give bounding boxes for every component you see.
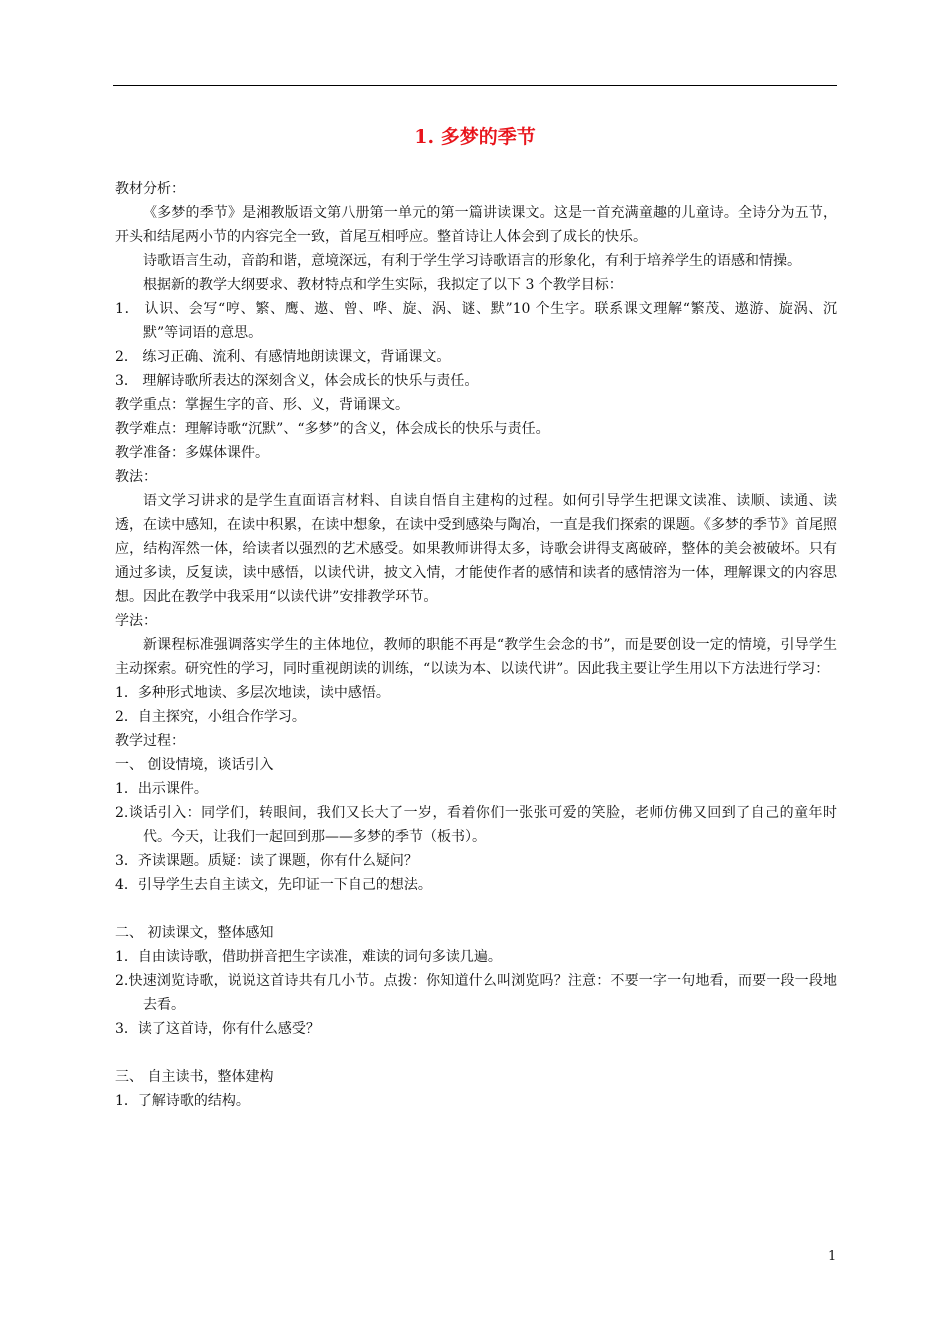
study-heading: 学法：	[115, 613, 157, 629]
goal-item-1: 1． 认识、会写“哼、繁、鹰、遨、曾、哗、旋、涡、谜、默”10 个生字。联系课文理解“繁茂、遨游、旋涡、沉默”等词语的意思。	[115, 301, 837, 341]
header-rule	[113, 85, 837, 86]
method-paragraph: 语文学习讲求的是学生直面语言材料、自读自悟自主建构的过程。如何引导学生把课文读准、读顺、读通、读透，在读中感知，在读中积累，在读中想象，在读中受到感染与陶冶，一直是我们探索的课题。《多梦的季节》首尾照应，结构浑然一体，给读者以强烈的艺术感受。如果教师讲得太多，诗歌会讲得支离破碎，整体的美会被破坏。只有通过多读，反复读，读中感悟，以读代讲，披文入情，才能使作者的感情和读者的感情溶为一体，理解课文的内容思想。因此在教学中我采用“以读代讲”安排教学环节。	[115, 493, 837, 605]
process-heading: 教学过程：	[115, 733, 185, 749]
section-1-item-4: 4．引导学生去自主读文，先印证一下自己的想法。	[115, 877, 432, 893]
method-heading: 教法：	[115, 469, 157, 485]
document-body	[115, 177, 837, 1113]
analysis-paragraph-1: 《多梦的季节》是湘教版语文第八册第一单元的第一篇讲读课文。这是一首充满童趣的儿童诗。全诗分为五节，开头和结尾两小节的内容完全一致，首尾互相呼应。整首诗让人体会到了成长的快乐。	[115, 205, 837, 245]
page-number: 1	[828, 1249, 837, 1264]
goal-item-3: 3． 理解诗歌所表达的深刻含义，体会成长的快乐与责任。	[115, 373, 479, 389]
preparation: 教学准备：多媒体课件。	[115, 445, 269, 461]
study-item-1: 1．多种形式地读、多层次地读，读中感悟。	[115, 685, 390, 701]
goal-item-2: 2． 练习正确、流利、有感情地朗读课文，背诵课文。	[115, 349, 451, 365]
section-2-heading: 二、 初读课文，整体感知	[115, 925, 274, 941]
section-2-item-2: 2.快速浏览诗歌，说说这首诗共有几小节。点拨：你知道什么叫浏览吗？注意：不要一字一句地看，而要一段一段地去看。	[115, 973, 837, 1013]
section-1-item-3: 3．齐读课题。质疑：读了课题，你有什么疑问？	[115, 853, 418, 869]
analysis-heading: 教材分析：	[115, 181, 185, 197]
study-paragraph: 新课程标准强调落实学生的主体地位，教师的职能不再是“教学生会念的书”，而是要创设一定的情境，引导学生主动探索。研究性的学习，同时重视朗读的训练，“以读为本、以读代讲”。因此我主要让学生用以下方法进行学习：	[115, 637, 837, 677]
section-2-item-3: 3．读了这首诗，你有什么感受？	[115, 1021, 320, 1037]
section-1-heading: 一、 创设情境，谈话引入	[115, 757, 274, 773]
section-3-heading: 三、 自主读书，整体建构	[115, 1069, 274, 1085]
section-1-item-1: 1．出示课件。	[115, 781, 208, 797]
spacer	[115, 1041, 837, 1065]
analysis-paragraph-3: 根据新的教学大纲要求、教材特点和学生实际，我拟定了以下 3 个教学目标：	[143, 277, 623, 293]
document-title: 1. 多梦的季节	[414, 126, 536, 148]
section-1-item-2: 2.谈话引入：同学们，转眼间，我们又长大了一岁，看着你们一张张可爱的笑脸，老师仿佛又回到了自己的童年时代。今天，让我们一起回到那——多梦的季节（板书）。	[115, 805, 837, 845]
section-2-item-1: 1．自由读诗歌，借助拼音把生字读准，难读的词句多读几遍。	[115, 949, 502, 965]
study-item-2: 2．自主探究，小组合作学习。	[115, 709, 306, 725]
difficulty: 教学难点：理解诗歌“沉默”、“多梦”的含义，体会成长的快乐与责任。	[115, 421, 550, 437]
section-3-item-1: 1．了解诗歌的结构。	[115, 1093, 250, 1109]
spacer	[115, 897, 837, 921]
analysis-paragraph-2: 诗歌语言生动，音韵和谐，意境深远，有利于学生学习诗歌语言的形象化，有利于培养学生的语感和情操。	[143, 253, 801, 269]
key-point: 教学重点：掌握生字的音、形、义，背诵课文。	[115, 397, 409, 413]
